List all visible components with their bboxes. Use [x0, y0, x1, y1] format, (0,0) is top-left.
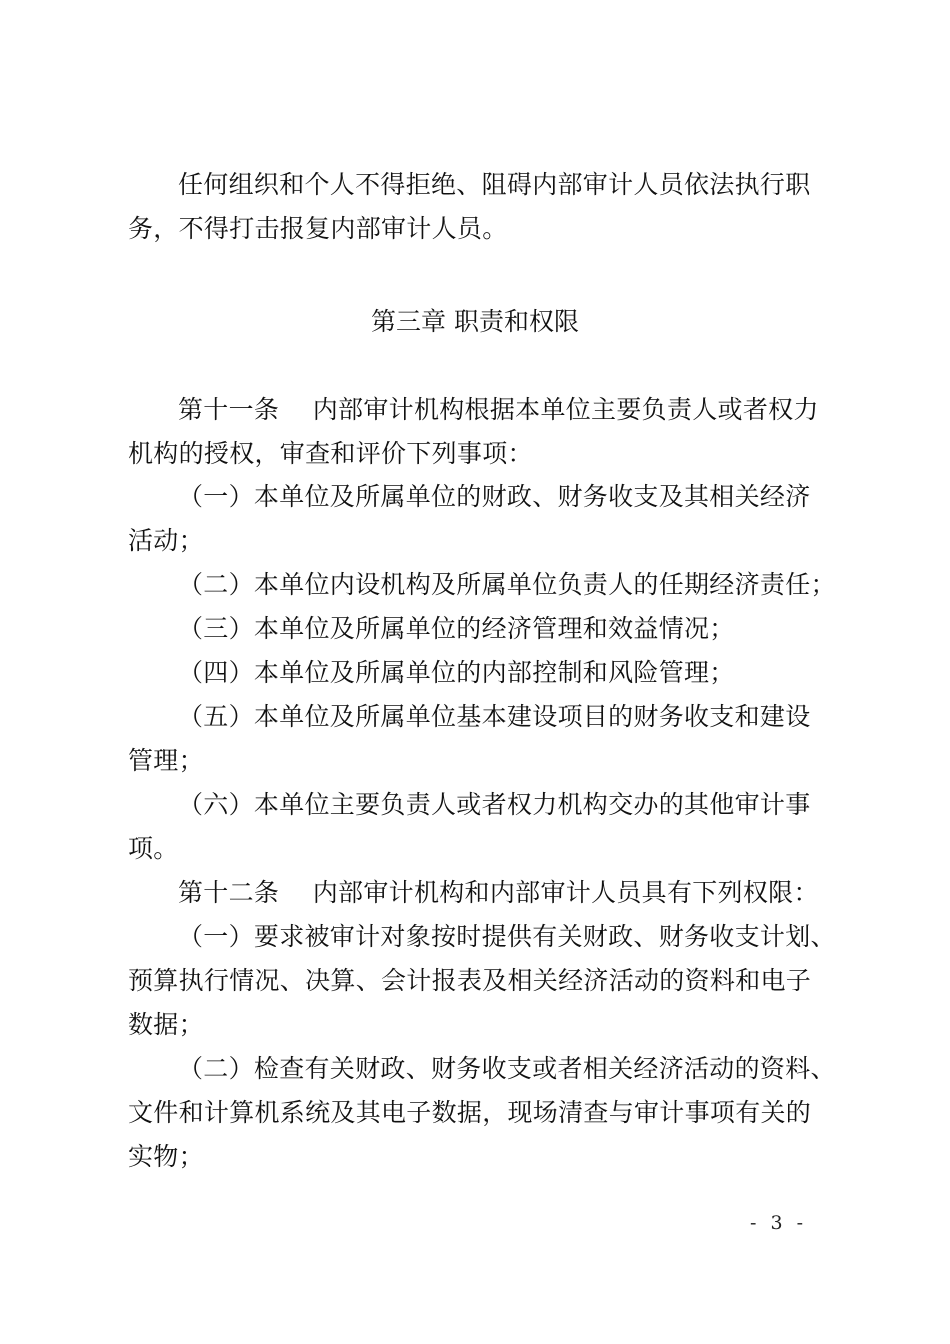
list-item-line: 实物；: [128, 1142, 204, 1171]
list-item-line: （一）本单位及所属单位的财政、财务收支及其相关经济: [178, 482, 811, 511]
article-line: 第十二条 内部审计机构和内部审计人员具有下列权限：: [178, 878, 819, 907]
page-number: - 3 -: [750, 1212, 808, 1234]
article-line: 机构的授权，审查和评价下列事项：: [128, 439, 533, 468]
list-item-line: （三）本单位及所属单位的经济管理和效益情况；: [178, 614, 735, 643]
list-item-line: 预算执行情况、决算、会计报表及相关经济活动的资料和电子: [128, 966, 812, 995]
list-item-line: 项。: [128, 834, 179, 863]
chapter-heading: 第三章 职责和权限: [371, 307, 579, 336]
list-item-line: 数据；: [128, 1010, 204, 1039]
list-item-line: （二）检查有关财政、财务收支或者相关经济活动的资料、: [178, 1054, 836, 1083]
list-item-line: （四）本单位及所属单位的内部控制和风险管理；: [178, 658, 735, 687]
paragraph-line: 务，不得打击报复内部审计人员。: [128, 214, 508, 243]
list-item-line: （一）要求被审计对象按时提供有关财政、财务收支计划、: [178, 922, 836, 951]
paragraph-line: 任何组织和个人不得拒绝、阻碍内部审计人员依法执行职: [178, 170, 811, 199]
list-item-line: （六）本单位主要负责人或者权力机构交办的其他审计事: [178, 790, 811, 819]
list-item-line: （五）本单位及所属单位基本建设项目的财务收支和建设: [178, 702, 811, 731]
list-item-line: 文件和计算机系统及其电子数据，现场清查与审计事项有关的: [128, 1098, 812, 1127]
article-line: 第十一条 内部审计机构根据本单位主要负责人或者权力: [178, 395, 819, 424]
list-item-line: 管理；: [128, 746, 204, 775]
list-item-line: 活动；: [128, 526, 204, 555]
list-item-line: （二）本单位内设机构及所属单位负责人的任期经济责任；: [178, 570, 836, 599]
